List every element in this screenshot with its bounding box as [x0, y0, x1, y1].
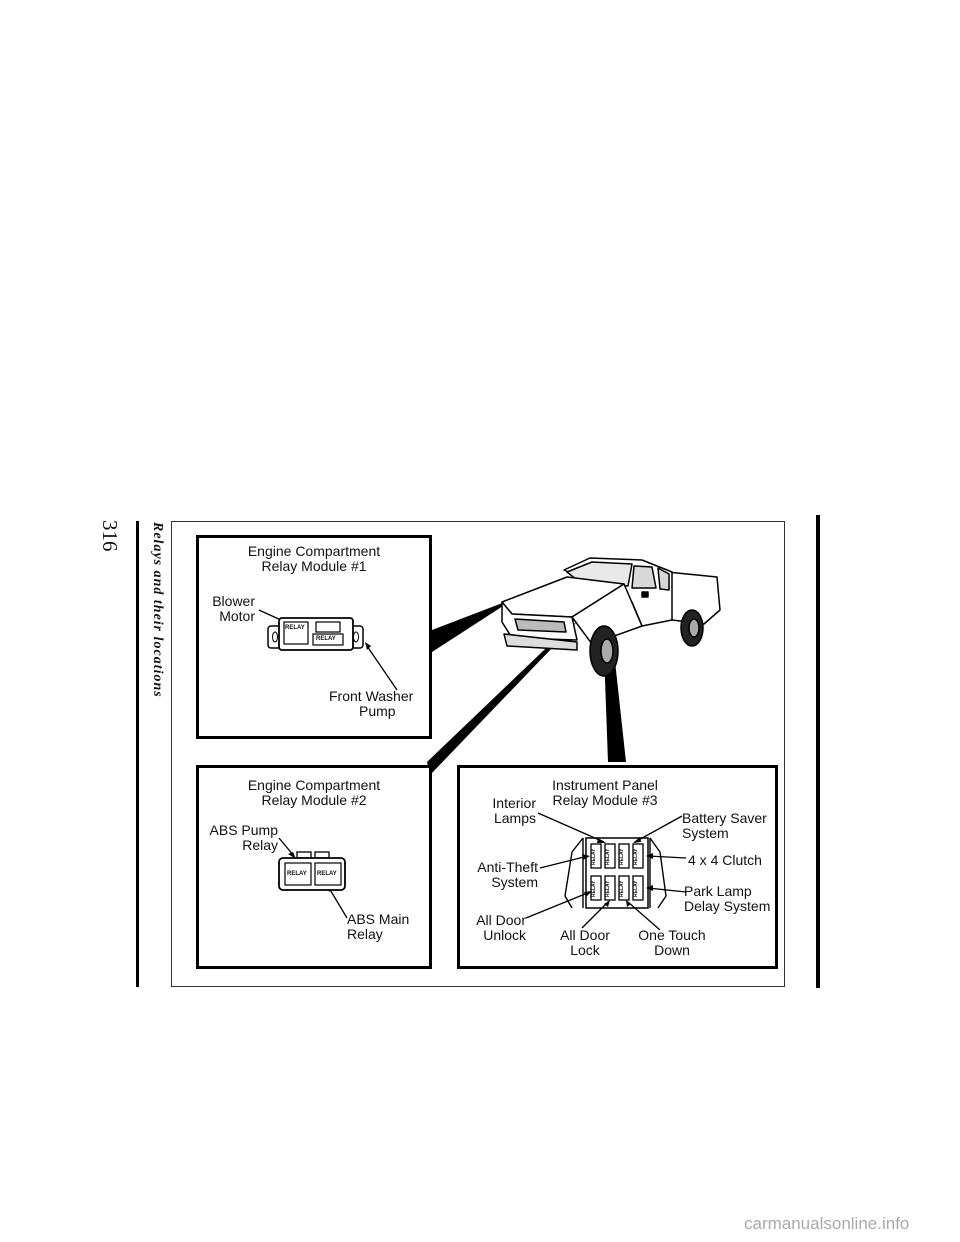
label-one-touch-down: One Touch Down: [638, 927, 706, 958]
label-all-door-unlock: All Door Unlock: [476, 912, 526, 943]
label-blower-motor: Blower Motor: [212, 593, 255, 624]
relay-2b-text: RELAY: [317, 871, 337, 877]
label-front-washer-pump: Front Washer Pump: [329, 688, 414, 719]
label-battery-saver-system: Battery Saver System: [682, 810, 767, 841]
label-4x4-clutch: 4 x 4 Clutch: [688, 852, 762, 868]
right-margin-rule: [816, 515, 820, 988]
relay-module-2-drawing: [199, 768, 435, 972]
relay-1b-text: RELAY: [316, 636, 336, 642]
relay-3-lower-2-text: RELAY: [605, 880, 611, 897]
panel-relay-module-2: [196, 765, 432, 969]
panel-relay-module-1: [196, 535, 432, 739]
label-abs-main-relay: ABS Main Relay: [347, 911, 410, 942]
relay-3-lower-3-text: RELAY: [619, 880, 625, 897]
label-all-door-lock: All Door Lock: [560, 927, 610, 958]
relay-1a-text: RELAY: [285, 625, 305, 631]
relay-location-figure: [171, 521, 785, 987]
relay-3-lower-4-text: RELAY: [633, 880, 639, 897]
left-margin-rule: [136, 521, 139, 987]
label-anti-theft-system: Anti-Theft System: [477, 859, 538, 890]
panel2-title: Engine Compartment Relay Module #2: [247, 777, 381, 808]
label-park-lamp-delay-system: Park Lamp Delay System: [684, 883, 771, 914]
panel-relay-module-3: [457, 765, 778, 969]
panel1-title: Engine Compartment Relay Module #1: [247, 543, 381, 574]
label-interior-lamps: Interior Lamps: [492, 795, 536, 826]
relay-3-upper-1-text: RELAY: [591, 848, 597, 865]
relay-2a-text: RELAY: [287, 871, 307, 877]
page-number: 316: [98, 520, 122, 552]
label-abs-pump-relay: ABS Pump Relay: [209, 822, 278, 853]
section-title: Relays and their locations: [150, 522, 165, 698]
relay-3-upper-3-text: RELAY: [619, 848, 625, 865]
truck: [502, 558, 720, 676]
watermark: carmanualsonline.info: [744, 1214, 910, 1233]
panel3-title: Instrument Panel Relay Module #3: [552, 777, 658, 808]
relay-3-upper-2-text: RELAY: [605, 848, 611, 865]
relay-module-3-drawing: [460, 768, 781, 972]
relay-3-upper-4-text: RELAY: [633, 848, 639, 865]
relay-3-lower-1-text: RELAY: [591, 880, 597, 897]
